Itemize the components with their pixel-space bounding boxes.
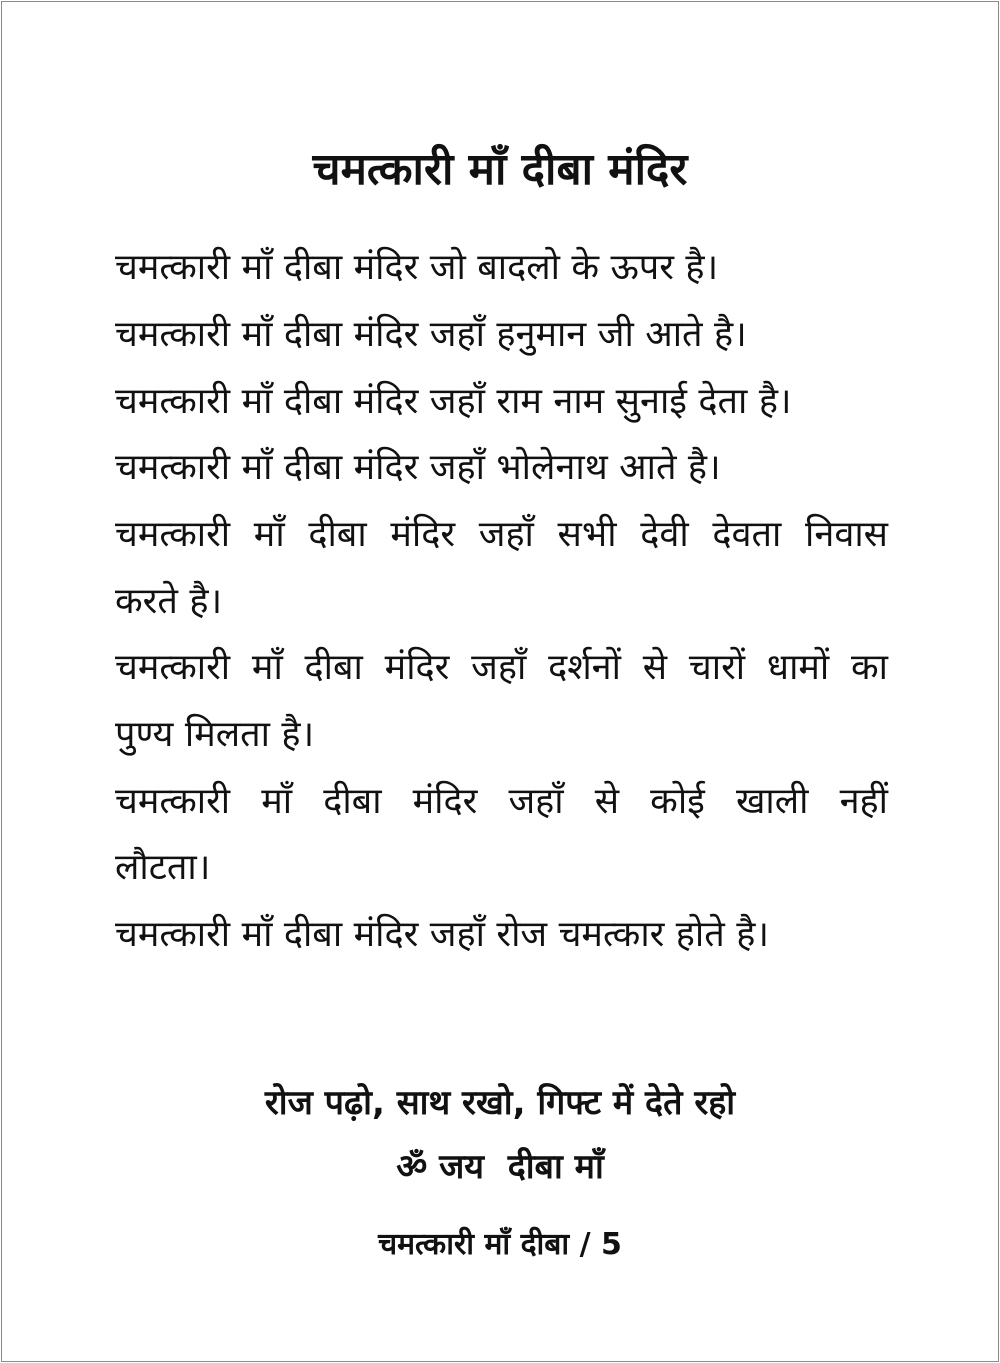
- verse-line: चमत्कारी माँ दीबा मंदिर जो बादलो के ऊपर है।: [115, 247, 719, 288]
- footer-slogan: रोज पढ़ो, साथ रखो, गिफ्ट में देते रहो: [264, 1083, 736, 1123]
- verse-line: चमत्कारी माँ दीबा मंदिर जहाँ राम नाम सुनाई देता है।: [115, 381, 792, 422]
- verse-line: पुण्य मिलता है।: [115, 714, 315, 755]
- verse-line: चमत्कारी माँ दीबा मंदिर जहाँ सभी देवी देवता निवास: [115, 514, 888, 555]
- page-title: चमत्कारी माँ दीबा मंदिर: [312, 144, 688, 195]
- verse-line: चमत्कारी माँ दीबा मंदिर जहाँ से कोई खाली नहीं: [115, 781, 888, 822]
- verse-line: चमत्कारी माँ दीबा मंदिर जहाँ दर्शनों से चारों धामों का: [115, 647, 888, 688]
- footer-chant: ॐ जय दीबा माँ: [396, 1147, 604, 1187]
- page-number-label: चमत्कारी माँ दीबा / 5: [378, 1227, 622, 1262]
- verse-line: लौटता।: [115, 847, 211, 888]
- verse-line: चमत्कारी माँ दीबा मंदिर जहाँ हनुमान जी आते है।: [115, 314, 747, 355]
- verse-line: चमत्कारी माँ दीबा मंदिर जहाँ भोलेनाथ आते है।: [115, 447, 721, 488]
- verse-line: चमत्कारी माँ दीबा मंदिर जहाँ रोज चमत्कार होते है।: [115, 914, 769, 955]
- verse-line: करते है।: [115, 581, 223, 622]
